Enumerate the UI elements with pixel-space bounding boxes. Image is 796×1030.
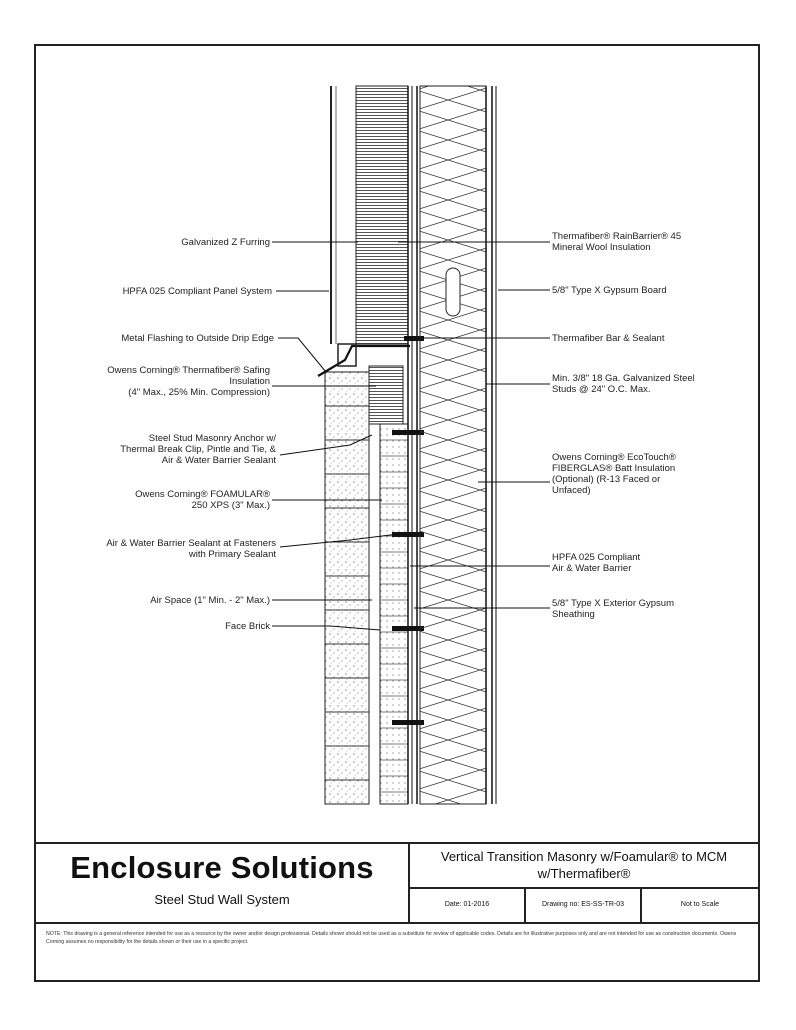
label-steel-studs: Min. 3/8" 18 Ga. Galvanized Steel Studs @ 24" O.C. Max.: [552, 373, 695, 395]
label-gypsum-board: 5/8" Type X Gypsum Board: [552, 285, 667, 296]
mcm-panel: [331, 86, 336, 344]
safing-insulation: [369, 366, 403, 424]
drawing-date: Date: 01-2016: [444, 901, 490, 908]
label-z-furring: Galvanized Z Furring: [181, 237, 270, 248]
brick-veneer: [325, 372, 369, 804]
label-metal-flashing: Metal Flashing to Outside Drip Edge: [121, 333, 274, 344]
sheathing-layers: [408, 86, 417, 804]
label-rainbarrier: Thermafiber® RainBarrier® 45 Mineral Wool Insulation: [552, 231, 682, 253]
batt-insulation: [420, 86, 486, 804]
xps-insulation: [380, 424, 408, 804]
label-air-water-barrier: HPFA 025 Compliant Air & Water Barrier: [552, 552, 641, 574]
system-subtitle: Steel Stud Wall System: [154, 892, 290, 907]
drawing-number: Drawing no: ES-SS-TR-03: [541, 901, 625, 908]
label-panel-system: HPFA 025 Compliant Panel System: [122, 286, 272, 297]
disclaimer-note: NOTE: This drawing is a general reference intended for use as a resource by the owner and/or design professional. Details shown should not be used as a substitute for review of applicable codes. Details are for illustrative purposes only and are not intended for use as construction documents. Owens Corning assumes no responsibility for the details shown or their use in a specific project.: [46, 931, 737, 945]
label-air-space: Air Space (1" Min. - 2" Max.): [150, 595, 270, 606]
company-title: Enclosure Solutions: [70, 850, 374, 885]
label-safing-insulation: Owens Corning® Thermafiber® Safing Insulation (4" Max., 25% Min. Compression): [107, 365, 270, 398]
drawing-scale: Not to Scale: [680, 901, 720, 908]
label-masonry-anchor: Steel Stud Masonry Anchor w/ Thermal Break Clip, Pintle and Tie, & Air & Water Barrier Sealant: [120, 433, 276, 466]
label-exterior-sheathing: 5/8" Type X Exterior Gypsum Sheathing: [552, 598, 674, 620]
drawing-title: Vertical Transition Masonry w/Foamular® to MCM w/Thermafiber®: [440, 849, 728, 881]
label-xps-insulation: Owens Corning® FOAMULAR® 250 XPS (3" Max.): [135, 489, 270, 511]
label-thermafiber-bar: Thermafiber Bar & Sealant: [552, 333, 665, 344]
mineral-wool-insulation: [356, 86, 408, 344]
label-batt-insulation: Owens Corning® EcoTouch® FIBERGLAS® Batt Insulation (Optional) (R-13 Faced or Unfaced): [552, 452, 676, 496]
stud-knockout: [446, 268, 460, 316]
label-fastener-sealant: Air & Water Barrier Sealant at Fasteners with Primary Sealant: [106, 538, 276, 560]
gypsum-board: [486, 86, 496, 804]
leader-lines: [272, 242, 550, 630]
label-face-brick: Face Brick: [225, 621, 270, 632]
